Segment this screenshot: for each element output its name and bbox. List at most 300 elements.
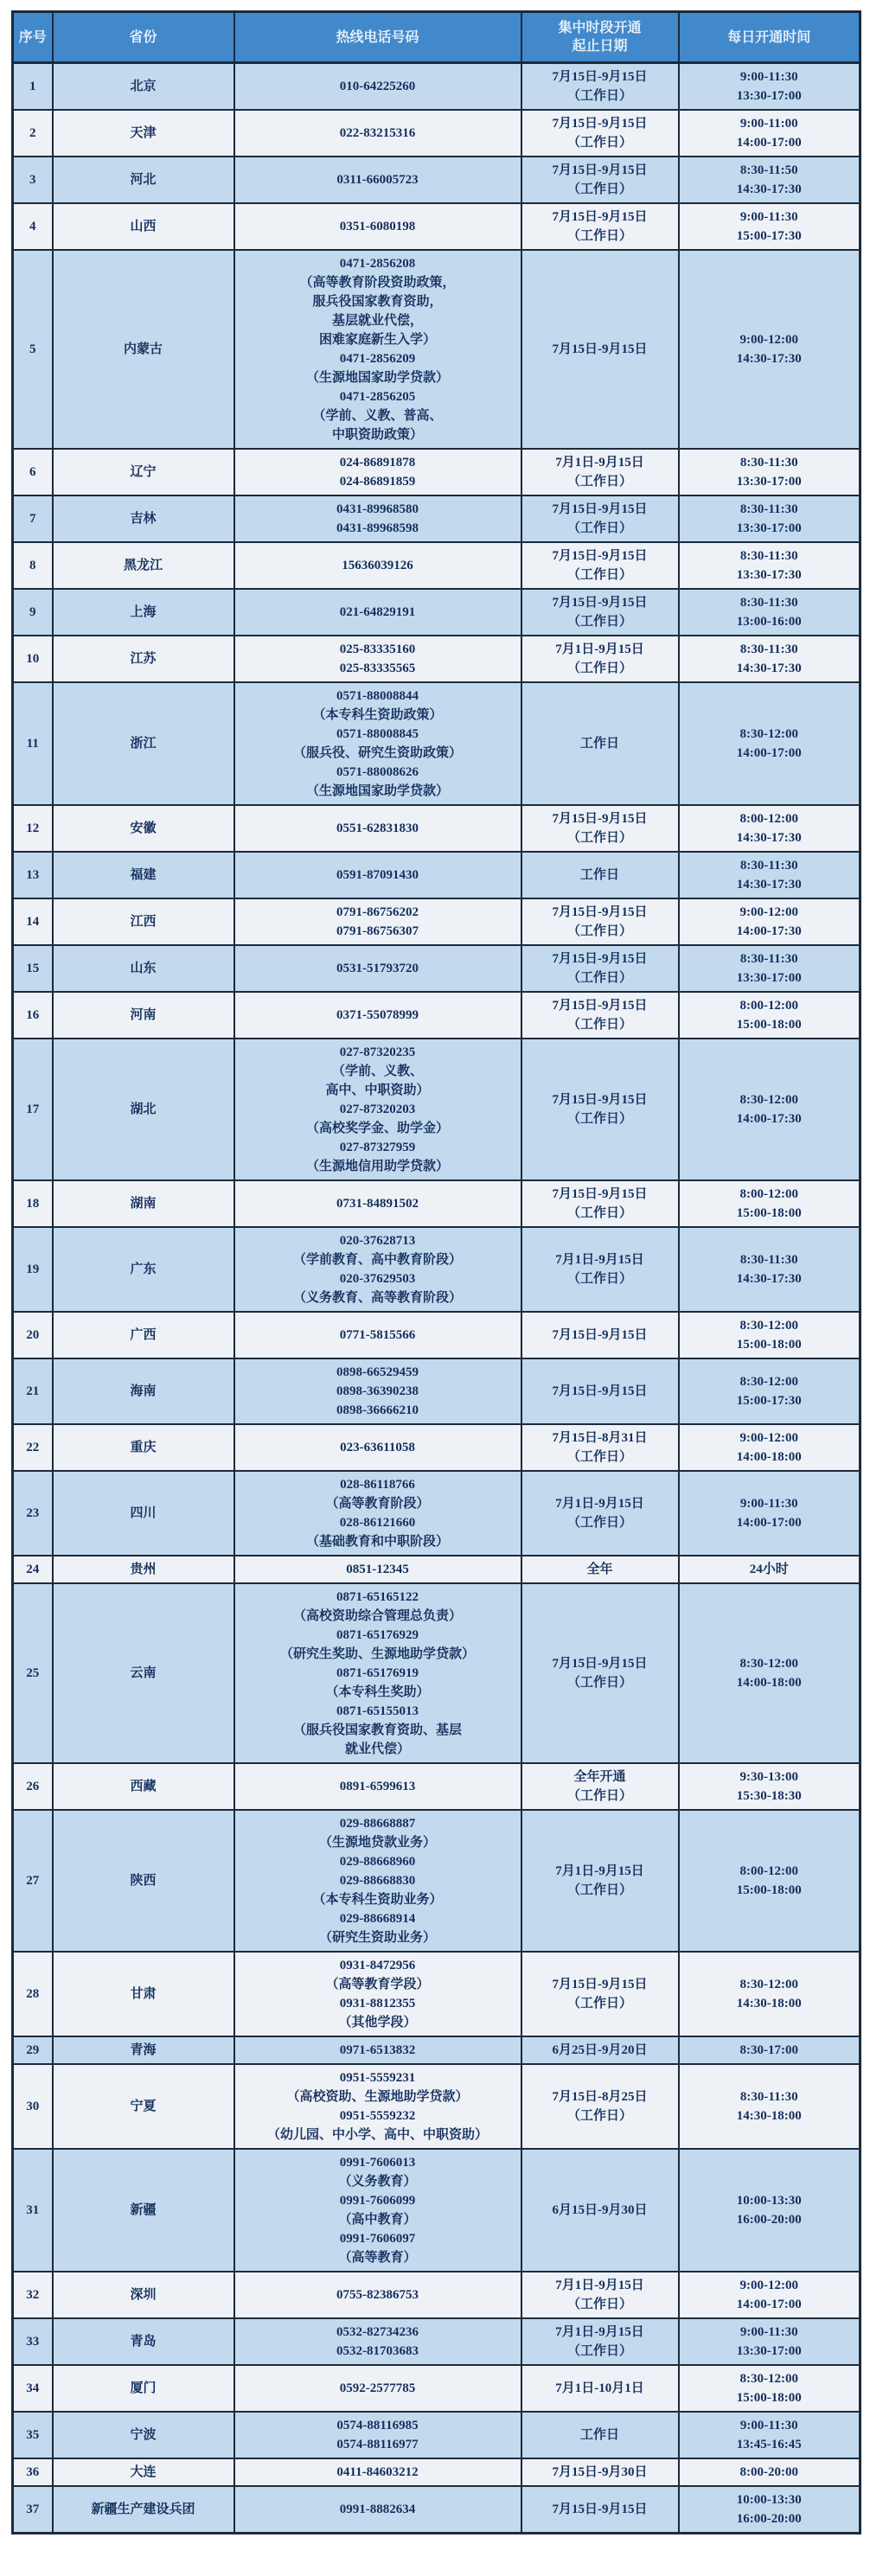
date-line: （工作日） bbox=[566, 229, 632, 243]
phone-line: 0571-88008626 bbox=[336, 765, 419, 779]
phone-cell bbox=[234, 63, 521, 111]
phone-line: 028-86121660 bbox=[339, 1516, 416, 1530]
phone-cell bbox=[234, 2486, 521, 2534]
serial-cell: 16 bbox=[13, 992, 53, 1039]
date-line: 7月15日-9月15日 bbox=[552, 1187, 648, 1201]
daily-time-cell bbox=[679, 1471, 860, 1556]
serial-cell: 11 bbox=[13, 682, 53, 805]
date-line: 7月1日-9月15日 bbox=[555, 2279, 644, 2292]
date-line: 工作日 bbox=[579, 868, 619, 882]
date-line: （工作日） bbox=[566, 615, 632, 629]
province-cell: 贵州 bbox=[53, 1556, 234, 1583]
province-cell: 江西 bbox=[53, 898, 234, 945]
phone-line: 029-88668887 bbox=[339, 1817, 416, 1831]
date-line: （工作日） bbox=[566, 182, 632, 196]
phone-line: （高校资助、生源地助学贷款） bbox=[286, 2090, 469, 2104]
time-line: 10:00-13:30 bbox=[736, 2493, 802, 2507]
time-line: 8:00-12:00 bbox=[739, 999, 798, 1013]
date-range-cell bbox=[521, 1556, 679, 1583]
table-row bbox=[13, 2064, 860, 2149]
date-line: 7月1日-9月15日 bbox=[555, 456, 644, 470]
phone-line: 0931-8472956 bbox=[339, 1959, 416, 1972]
phone-cell bbox=[234, 495, 521, 542]
phone-line: 0991-7606099 bbox=[339, 2194, 416, 2208]
time-line: 8:00-12:00 bbox=[739, 1864, 798, 1878]
province-cell: 湖北 bbox=[53, 1039, 234, 1180]
phone-line: 0951-5559232 bbox=[339, 2109, 416, 2123]
date-line: 7月15日-9月15日 bbox=[552, 342, 648, 356]
phone-line: （生源地国家助学贷款） bbox=[305, 371, 449, 385]
time-line: 8:30-12:00 bbox=[739, 1319, 798, 1333]
phone-line: 0991-7606097 bbox=[339, 2232, 416, 2246]
province-cell: 河北 bbox=[53, 157, 234, 203]
date-line: 7月15日-9月15日 bbox=[552, 117, 648, 131]
time-line: 9:00-11:30 bbox=[739, 2325, 798, 2339]
time-line: 8:30-11:30 bbox=[739, 2090, 798, 2104]
serial-cell: 28 bbox=[13, 1952, 53, 2036]
table-row bbox=[13, 203, 860, 250]
table-row bbox=[13, 1471, 860, 1556]
phone-line: 0574-88116985 bbox=[336, 2419, 419, 2432]
time-line: 14:00-17:30 bbox=[736, 924, 802, 938]
phone-line: 0531-51793720 bbox=[336, 962, 419, 975]
table-row bbox=[13, 495, 860, 542]
phone-line: 0371-55078999 bbox=[336, 1008, 419, 1022]
time-line: 8:30-12:00 bbox=[739, 727, 798, 741]
date-line: 7月15日-9月30日 bbox=[552, 2465, 648, 2479]
phone-cell bbox=[234, 992, 521, 1039]
date-line: （工作日） bbox=[566, 1272, 632, 1286]
date-line: （工作日） bbox=[566, 89, 632, 103]
phone-line: （生源地国家助学贷款） bbox=[305, 784, 449, 798]
date-range-cell bbox=[521, 2149, 679, 2272]
serial-cell: 4 bbox=[13, 203, 53, 250]
time-line: 14:00-17:00 bbox=[736, 2298, 802, 2311]
phone-cell bbox=[234, 898, 521, 945]
serial-cell: 26 bbox=[13, 1763, 53, 1810]
phone-line: 0791-86756307 bbox=[336, 924, 419, 938]
daily-time-cell bbox=[679, 589, 860, 636]
daily-time-cell bbox=[679, 2064, 860, 2149]
date-line: （工作日） bbox=[566, 1516, 632, 1530]
phone-line: （高校资助综合管理总负责） bbox=[292, 1609, 462, 1623]
column-header-line: 集中时段开通 bbox=[558, 21, 642, 35]
phone-cell bbox=[234, 2036, 521, 2064]
phone-line: 0755-82386753 bbox=[336, 2288, 419, 2302]
date-line: 7月1日-10月1日 bbox=[555, 2381, 644, 2395]
date-line: 7月15日-9月15日 bbox=[552, 2502, 648, 2516]
phone-cell bbox=[234, 250, 521, 449]
time-line: 8:00-20:00 bbox=[739, 2465, 798, 2479]
date-line: （工作日） bbox=[566, 521, 632, 535]
date-line: 7月1日-9月15日 bbox=[555, 642, 644, 656]
time-line: 9:00-11:30 bbox=[739, 2419, 798, 2432]
hotline-table bbox=[11, 10, 861, 2534]
date-range-cell bbox=[521, 636, 679, 682]
phone-line: 024-86891859 bbox=[339, 475, 416, 489]
phone-line: 0791-86756202 bbox=[336, 905, 419, 919]
daily-time-cell bbox=[679, 1312, 860, 1358]
time-line: 15:00-18:00 bbox=[736, 2391, 802, 2405]
phone-line: 020-37629503 bbox=[339, 1272, 416, 1286]
date-range-cell bbox=[521, 2365, 679, 2412]
time-line: 15:00-17:30 bbox=[736, 1394, 802, 1408]
time-line: 9:00-12:00 bbox=[739, 905, 798, 919]
phone-line: 就业代偿） bbox=[344, 1742, 410, 1756]
daily-time-cell bbox=[679, 2036, 860, 2064]
phone-line: 0771-5815566 bbox=[339, 1328, 416, 1342]
table-row bbox=[13, 157, 860, 203]
column-header-3 bbox=[521, 12, 679, 63]
time-line: 14:00-17:00 bbox=[736, 746, 802, 760]
date-range-cell bbox=[521, 682, 679, 805]
phone-line: （研究生奖助、生源地助学贷款） bbox=[279, 1647, 475, 1661]
phone-line: （生源地信用助学贷款） bbox=[305, 1160, 449, 1173]
phone-line: 0471-2856208 bbox=[339, 257, 416, 271]
phone-cell bbox=[234, 1312, 521, 1358]
time-line: 8:30-11:30 bbox=[739, 859, 798, 873]
serial-cell: 14 bbox=[13, 898, 53, 945]
phone-line: 0898-36666210 bbox=[336, 1403, 419, 1417]
time-line: 15:00-17:30 bbox=[736, 229, 802, 243]
phone-line: 0532-81703683 bbox=[336, 2344, 419, 2358]
province-cell: 山东 bbox=[53, 945, 234, 992]
date-line: 7月15日-9月15日 bbox=[552, 812, 648, 826]
date-range-cell bbox=[521, 1810, 679, 1952]
serial-cell: 33 bbox=[13, 2318, 53, 2365]
time-line: 8:30-12:00 bbox=[739, 1978, 798, 1991]
phone-line: 0471-2856205 bbox=[339, 390, 416, 404]
column-header-line: 省份 bbox=[129, 29, 157, 45]
serial-cell: 30 bbox=[13, 2064, 53, 2149]
phone-line: 0851-12345 bbox=[346, 1563, 409, 1576]
date-line: （工作日） bbox=[566, 568, 632, 582]
phone-line: 0551-62831830 bbox=[336, 821, 419, 835]
time-line: 14:00-17:00 bbox=[736, 136, 802, 150]
daily-time-cell bbox=[679, 250, 860, 449]
phone-cell bbox=[234, 2272, 521, 2318]
date-line: 全年开通 bbox=[573, 1770, 626, 1784]
date-line: 7月1日-9月15日 bbox=[555, 1864, 644, 1878]
daily-time-cell bbox=[679, 542, 860, 589]
phone-line: 0311-66005723 bbox=[336, 173, 419, 187]
province-cell: 云南 bbox=[53, 1583, 234, 1763]
phone-cell bbox=[234, 636, 521, 682]
date-line: 7月15日-8月31日 bbox=[552, 1431, 648, 1445]
province-cell: 黑龙江 bbox=[53, 542, 234, 589]
date-range-cell bbox=[521, 1312, 679, 1358]
date-line: 7月1日-9月15日 bbox=[555, 1497, 644, 1511]
time-line: 13:30-17:00 bbox=[736, 89, 802, 103]
table-row bbox=[13, 110, 860, 157]
date-line: （工作日） bbox=[566, 971, 632, 985]
date-range-cell bbox=[521, 2458, 679, 2486]
table-row bbox=[13, 1358, 860, 1424]
time-line: 14:00-17:30 bbox=[736, 1112, 802, 1126]
date-line: （工作日） bbox=[566, 1206, 632, 1220]
phone-cell bbox=[234, 1227, 521, 1312]
date-range-cell bbox=[521, 852, 679, 898]
phone-line: 中职资助政策） bbox=[331, 428, 423, 442]
serial-cell: 21 bbox=[13, 1358, 53, 1424]
phone-line: （学前、义教、普高、 bbox=[312, 409, 443, 423]
serial-cell: 3 bbox=[13, 157, 53, 203]
phone-line: 0411-84603212 bbox=[336, 2465, 419, 2479]
time-line: 8:30-11:30 bbox=[739, 549, 798, 563]
daily-time-cell bbox=[679, 1810, 860, 1952]
serial-cell: 17 bbox=[13, 1039, 53, 1180]
phone-line: （研究生资助业务） bbox=[318, 1931, 436, 1945]
phone-cell bbox=[234, 2064, 521, 2149]
province-cell: 新疆生产建设兵团 bbox=[53, 2486, 234, 2534]
time-line: 8:30-11:30 bbox=[739, 952, 798, 966]
date-range-cell bbox=[521, 2272, 679, 2318]
serial-cell: 15 bbox=[13, 945, 53, 992]
date-line: （工作日） bbox=[566, 2298, 632, 2311]
phone-line: 029-88668914 bbox=[339, 1912, 416, 1926]
phone-cell bbox=[234, 1556, 521, 1583]
serial-cell: 25 bbox=[13, 1583, 53, 1763]
phone-line: 025-83335565 bbox=[339, 662, 416, 675]
phone-line: 0571-88008844 bbox=[336, 689, 419, 703]
province-cell: 安徽 bbox=[53, 805, 234, 852]
time-line: 15:00-18:00 bbox=[736, 1018, 802, 1032]
daily-time-cell bbox=[679, 852, 860, 898]
phone-line: 029-88668830 bbox=[339, 1874, 416, 1888]
province-cell: 江苏 bbox=[53, 636, 234, 682]
date-range-cell bbox=[521, 898, 679, 945]
serial-cell: 18 bbox=[13, 1180, 53, 1227]
date-range-cell bbox=[521, 1763, 679, 1810]
table-row bbox=[13, 852, 860, 898]
date-range-cell bbox=[521, 2064, 679, 2149]
daily-time-cell bbox=[679, 1180, 860, 1227]
daily-time-cell bbox=[679, 203, 860, 250]
table-row bbox=[13, 449, 860, 495]
daily-time-cell bbox=[679, 682, 860, 805]
date-range-cell bbox=[521, 1039, 679, 1180]
phone-cell bbox=[234, 542, 521, 589]
phone-cell bbox=[234, 1180, 521, 1227]
phone-line: 010-64225260 bbox=[339, 80, 416, 93]
daily-time-cell bbox=[679, 2458, 860, 2486]
phone-line: 023-63611058 bbox=[340, 1441, 415, 1454]
serial-cell: 23 bbox=[13, 1471, 53, 1556]
phone-line: （服兵役、研究生资助政策） bbox=[292, 746, 462, 760]
table-row bbox=[13, 2458, 860, 2486]
phone-line: 027-87320203 bbox=[339, 1103, 416, 1116]
serial-cell: 7 bbox=[13, 495, 53, 542]
table-row bbox=[13, 1583, 860, 1763]
phone-line: （本专科生资助业务） bbox=[312, 1893, 443, 1907]
phone-line: 0871-65155013 bbox=[336, 1704, 419, 1718]
phone-cell bbox=[234, 1358, 521, 1424]
phone-cell bbox=[234, 157, 521, 203]
table-row bbox=[13, 2272, 860, 2318]
table-row bbox=[13, 682, 860, 805]
time-line: 13:30-17:30 bbox=[736, 568, 802, 582]
phone-line: （义务教育、高等教育阶段） bbox=[292, 1291, 462, 1305]
date-line: 工作日 bbox=[579, 737, 619, 751]
province-cell: 北京 bbox=[53, 63, 234, 111]
province-cell: 大连 bbox=[53, 2458, 234, 2486]
date-range-cell bbox=[521, 157, 679, 203]
phone-cell bbox=[234, 2318, 521, 2365]
date-range-cell bbox=[521, 1952, 679, 2036]
date-line: （工作日） bbox=[566, 1450, 632, 1464]
phone-cell bbox=[234, 1424, 521, 1471]
phone-line: 022-83215316 bbox=[339, 126, 416, 140]
phone-line: 0351-6080198 bbox=[339, 220, 416, 233]
phone-cell bbox=[234, 589, 521, 636]
table-row bbox=[13, 2036, 860, 2064]
time-line: 9:00-11:30 bbox=[739, 70, 798, 84]
time-line: 9:00-11:30 bbox=[739, 210, 798, 224]
province-cell: 新疆 bbox=[53, 2149, 234, 2272]
phone-line: 0471-2856209 bbox=[339, 352, 416, 366]
daily-time-cell bbox=[679, 157, 860, 203]
province-cell: 福建 bbox=[53, 852, 234, 898]
table-body bbox=[13, 63, 860, 2534]
phone-line: 困难家庭新生入学） bbox=[318, 333, 436, 347]
daily-time-cell bbox=[679, 110, 860, 157]
phone-line: 027-87327959 bbox=[339, 1141, 416, 1154]
province-cell: 上海 bbox=[53, 589, 234, 636]
date-range-cell bbox=[521, 449, 679, 495]
time-line: 14:00-17:00 bbox=[736, 1516, 802, 1530]
serial-cell: 12 bbox=[13, 805, 53, 852]
table-row bbox=[13, 1039, 860, 1180]
time-line: 9:00-12:00 bbox=[739, 333, 798, 347]
serial-cell: 5 bbox=[13, 250, 53, 449]
province-cell: 深圳 bbox=[53, 2272, 234, 2318]
date-line: 7月15日-9月15日 bbox=[552, 1978, 648, 1991]
phone-cell bbox=[234, 1810, 521, 1952]
time-line: 13:30-17:00 bbox=[736, 475, 802, 489]
date-range-cell bbox=[521, 805, 679, 852]
date-line: （工作日） bbox=[566, 1018, 632, 1032]
province-cell: 湖南 bbox=[53, 1180, 234, 1227]
phone-cell bbox=[234, 449, 521, 495]
header-row bbox=[13, 12, 860, 63]
phone-line: （本专科生资助政策） bbox=[312, 708, 443, 722]
province-cell: 青岛 bbox=[53, 2318, 234, 2365]
date-range-cell bbox=[521, 495, 679, 542]
daily-time-cell bbox=[679, 898, 860, 945]
phone-line: 0871-65176929 bbox=[336, 1628, 419, 1642]
serial-cell: 2 bbox=[13, 110, 53, 157]
time-line: 8:30-17:00 bbox=[739, 2043, 798, 2057]
phone-cell bbox=[234, 2412, 521, 2458]
serial-cell: 19 bbox=[13, 1227, 53, 1312]
time-line: 8:30-11:50 bbox=[739, 163, 798, 177]
phone-line: 0532-82734236 bbox=[336, 2325, 419, 2339]
serial-cell: 34 bbox=[13, 2365, 53, 2412]
province-cell: 甘肃 bbox=[53, 1952, 234, 2036]
time-line: 9:00-12:00 bbox=[739, 2279, 798, 2292]
column-header-line: 起止日期 bbox=[572, 39, 628, 54]
phone-line: （高等教育阶段） bbox=[325, 1497, 430, 1511]
time-line: 14:30-17:30 bbox=[736, 831, 802, 845]
phone-cell bbox=[234, 1039, 521, 1180]
time-line: 15:00-18:00 bbox=[736, 1883, 802, 1897]
phone-line: 0592-2577785 bbox=[339, 2381, 416, 2395]
phone-cell bbox=[234, 852, 521, 898]
phone-line: 027-87320235 bbox=[339, 1045, 416, 1059]
serial-cell: 8 bbox=[13, 542, 53, 589]
table-row bbox=[13, 2365, 860, 2412]
date-line: （工作日） bbox=[566, 831, 632, 845]
serial-cell: 35 bbox=[13, 2412, 53, 2458]
date-range-cell bbox=[521, 63, 679, 111]
phone-line: 0731-84891502 bbox=[336, 1197, 419, 1211]
time-line: 14:30-17:30 bbox=[736, 182, 802, 196]
daily-time-cell bbox=[679, 2318, 860, 2365]
column-header-line: 每日开通时间 bbox=[727, 29, 811, 45]
time-line: 8:30-11:30 bbox=[739, 642, 798, 656]
phone-cell bbox=[234, 203, 521, 250]
date-line: （工作日） bbox=[566, 924, 632, 938]
time-line: 13:00-16:00 bbox=[736, 615, 802, 629]
phone-line: （义务教育） bbox=[338, 2175, 417, 2189]
date-line: 7月15日-9月15日 bbox=[552, 210, 648, 224]
time-line: 8:30-11:30 bbox=[739, 596, 798, 610]
daily-time-cell bbox=[679, 449, 860, 495]
phone-line: 0871-65165122 bbox=[336, 1590, 419, 1604]
serial-cell: 6 bbox=[13, 449, 53, 495]
table-row bbox=[13, 1810, 860, 1952]
province-cell: 宁波 bbox=[53, 2412, 234, 2458]
date-line: 7月1日-9月15日 bbox=[555, 1253, 644, 1267]
time-line: 13:45-16:45 bbox=[736, 2438, 802, 2451]
date-line: （工作日） bbox=[566, 136, 632, 150]
phone-line: 0991-8882634 bbox=[339, 2502, 416, 2516]
daily-time-cell bbox=[679, 992, 860, 1039]
column-header-0 bbox=[13, 12, 53, 63]
date-range-cell bbox=[521, 1358, 679, 1424]
date-range-cell bbox=[521, 1583, 679, 1763]
date-range-cell bbox=[521, 250, 679, 449]
phone-cell bbox=[234, 1952, 521, 2036]
daily-time-cell bbox=[679, 1583, 860, 1763]
date-line: 7月1日-9月15日 bbox=[555, 2325, 644, 2339]
phone-line: 021-64829191 bbox=[339, 605, 416, 619]
phone-line: 0571-88008845 bbox=[336, 727, 419, 741]
date-line: （工作日） bbox=[566, 2344, 632, 2358]
table-row bbox=[13, 1763, 860, 1810]
province-cell: 四川 bbox=[53, 1471, 234, 1556]
phone-line: 0891-6599613 bbox=[339, 1780, 416, 1793]
phone-cell bbox=[234, 110, 521, 157]
column-header-line: 序号 bbox=[18, 29, 47, 45]
table-row bbox=[13, 1227, 860, 1312]
daily-time-cell bbox=[679, 805, 860, 852]
date-line: 6月15日-9月30日 bbox=[552, 2203, 648, 2217]
phone-line: 0898-66529459 bbox=[336, 1365, 419, 1379]
time-line: 8:00-12:00 bbox=[739, 1187, 798, 1201]
time-line: 16:00-20:00 bbox=[736, 2213, 802, 2227]
time-line: 14:30-17:30 bbox=[736, 878, 802, 892]
province-cell: 浙江 bbox=[53, 682, 234, 805]
province-cell: 宁夏 bbox=[53, 2064, 234, 2149]
phone-line: （学前教育、高中教育阶段） bbox=[292, 1253, 462, 1267]
serial-cell: 31 bbox=[13, 2149, 53, 2272]
phone-line: （高等教育） bbox=[338, 2251, 417, 2265]
province-cell: 海南 bbox=[53, 1358, 234, 1424]
table-row bbox=[13, 1312, 860, 1358]
table-row bbox=[13, 2412, 860, 2458]
daily-time-cell bbox=[679, 1763, 860, 1810]
